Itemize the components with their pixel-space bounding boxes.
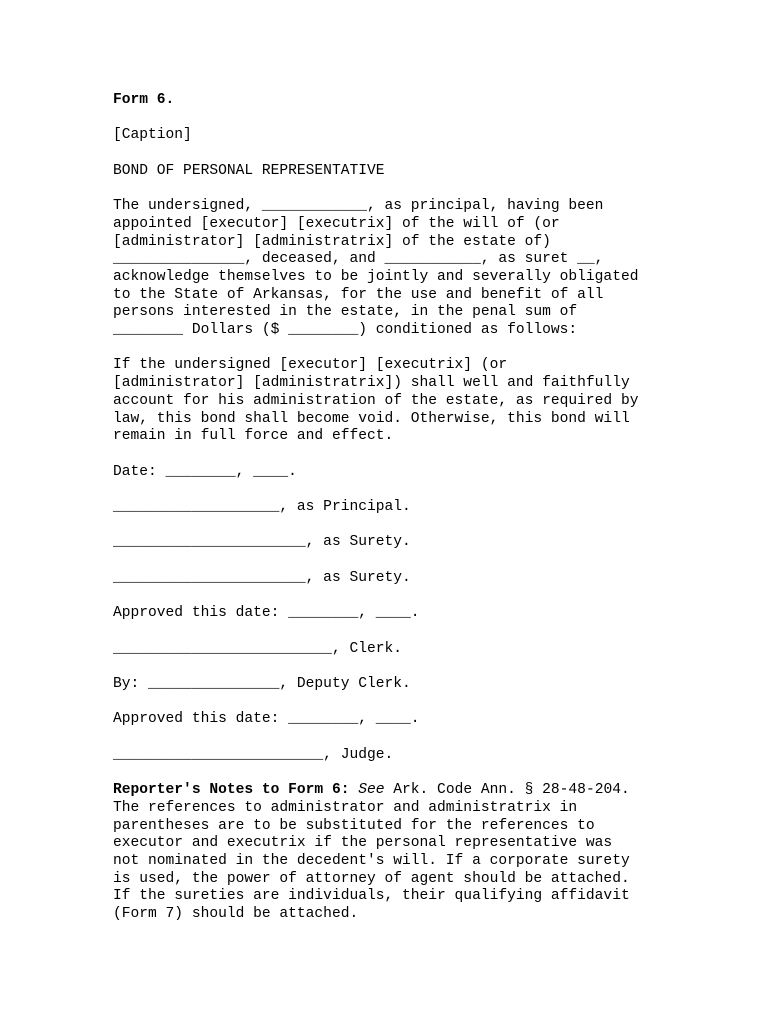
approval-date-line: Approved this date: ________, ____. xyxy=(113,711,420,728)
form-title-text: Form 6. xyxy=(113,92,175,108)
paragraph-line: The undersigned, ____________, as principal, having been xyxy=(113,198,604,215)
document-page xyxy=(113,92,673,942)
paragraph-line: account for his administration of the estate, as required by xyxy=(113,392,639,409)
reporters-notes-label: Reporter's Notes to Form 6: xyxy=(113,782,350,799)
paragraph-line: remain in full force and effect. xyxy=(113,428,394,445)
notes-line: not nominated in the decedent's will. If a corporate surety xyxy=(113,853,630,870)
paragraph-line: persons interested in the estate, in the penal sum of xyxy=(113,304,578,321)
notes-line: is used, the power of attorney of agent should be attached. xyxy=(113,870,630,887)
paragraph-line: appointed [executor] [executrix] of the will of (or xyxy=(113,215,560,232)
statute-citation: Ark. Code Ann. § 28-48-204. xyxy=(384,782,630,799)
notes-line: If the sureties are individuals, their qualifying affidavit xyxy=(113,888,630,905)
caption: [Caption] xyxy=(113,127,192,144)
approval-date-line: Approved this date: ________, ____. xyxy=(113,605,420,622)
notes-line: The references to administrator and administratrix in xyxy=(113,799,578,816)
notes-line: executor and executrix if the personal representative was xyxy=(113,835,613,852)
document-heading: BOND OF PERSONAL REPRESENTATIVE xyxy=(113,162,385,179)
form-title xyxy=(113,92,673,110)
paragraph-line: [administrator] [administratrix]) shall well and faithfully xyxy=(113,375,630,392)
surety-signature-line: ______________________, as Surety. xyxy=(113,569,411,586)
paragraph-line: to the State of Arkansas, for the use and benefit of all xyxy=(113,286,604,303)
paragraph-line: law, this bond shall become void. Otherwise, this bond will xyxy=(113,410,630,427)
notes-line: (Form 7) should be attached. xyxy=(113,906,359,923)
bond-condition-paragraph xyxy=(113,357,673,446)
reporters-notes xyxy=(113,782,673,924)
see-reference: See xyxy=(358,782,385,799)
clerk-signature-line: _________________________, Clerk. xyxy=(113,640,403,657)
surety-signature-line: ______________________, as Surety. xyxy=(113,534,411,551)
date-line: Date: ________, ____. xyxy=(113,463,297,480)
bond-obligation-paragraph xyxy=(113,198,673,340)
paragraph-line: If the undersigned [executor] [executrix] (or xyxy=(113,357,508,374)
paragraph-line: _______________, deceased, and ___________, as suret __, xyxy=(113,251,604,268)
paragraph-line: acknowledge themselves to be jointly and severally obligated xyxy=(113,268,639,285)
principal-signature-line: ___________________, as Principal. xyxy=(113,499,411,516)
deputy-clerk-line: By: _______________, Deputy Clerk. xyxy=(113,676,411,693)
paragraph-line: [administrator] [administratrix] of the estate of) xyxy=(113,233,551,250)
judge-signature-line: ________________________, Judge. xyxy=(113,746,394,763)
notes-line: parentheses are to be substituted for the references to xyxy=(113,817,595,834)
paragraph-line: ________ Dollars ($ ________) conditioned as follows: xyxy=(113,322,578,339)
